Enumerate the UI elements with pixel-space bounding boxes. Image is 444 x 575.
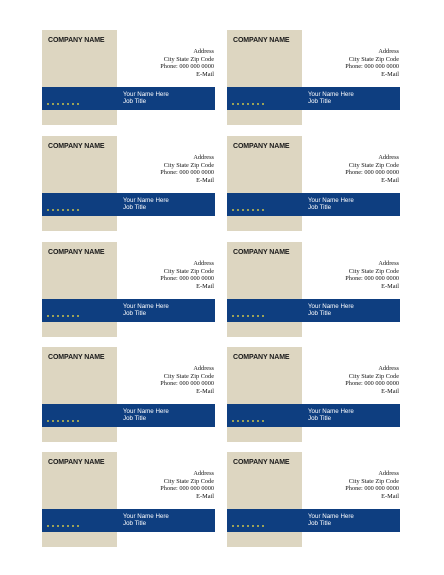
phone-line: Phone: 000 000 0000: [345, 169, 399, 177]
decorative-dot: [232, 420, 234, 422]
job-title: Job Title: [123, 204, 147, 212]
dot-row-decoration: [232, 209, 264, 211]
dot-row-decoration: [232, 525, 264, 527]
contact-block: [160, 470, 214, 500]
business-card: [227, 136, 400, 231]
city-line: City State Zip Code: [163, 477, 214, 485]
decorative-dot: [262, 315, 264, 317]
decorative-dot: [47, 209, 49, 211]
decorative-dot: [77, 209, 79, 211]
decorative-dot: [247, 209, 249, 211]
blue-band: [42, 404, 215, 427]
card-tan-panel: [42, 242, 117, 337]
address-line: Address: [378, 365, 399, 372]
person-block: [123, 197, 169, 212]
contact-block: [160, 48, 214, 78]
person-block: [123, 303, 169, 318]
job-title: Job Title: [308, 520, 332, 528]
decorative-dot: [242, 103, 244, 105]
business-card: [227, 347, 400, 442]
contact-block: [160, 260, 214, 290]
company-name: COMPANY NAME: [48, 459, 105, 466]
person-name: Your Name Here: [308, 408, 354, 415]
job-title: Job Title: [123, 415, 147, 423]
job-title: Job Title: [123, 520, 147, 528]
person-name: Your Name Here: [123, 513, 169, 520]
person-name: Your Name Here: [308, 91, 354, 98]
city-line: City State Zip Code: [348, 267, 399, 275]
email-line: E-Mail: [381, 282, 399, 290]
job-title: Job Title: [308, 310, 332, 318]
company-name: COMPANY NAME: [233, 354, 290, 361]
decorative-dot: [257, 103, 259, 105]
dot-row-decoration: [232, 103, 264, 105]
decorative-dot: [232, 525, 234, 527]
decorative-dot: [62, 103, 64, 105]
decorative-dot: [247, 525, 249, 527]
phone-line: Phone: 000 000 0000: [160, 380, 214, 388]
email-line: E-Mail: [381, 70, 399, 78]
decorative-dot: [237, 315, 239, 317]
business-card: [42, 452, 215, 547]
email-line: E-Mail: [381, 387, 399, 395]
person-block: [308, 408, 354, 423]
decorative-dot: [262, 209, 264, 211]
decorative-dot: [237, 420, 239, 422]
person-name: Your Name Here: [123, 91, 169, 98]
company-name: COMPANY NAME: [233, 249, 290, 256]
person-name: Your Name Here: [308, 513, 354, 520]
decorative-dot: [77, 525, 79, 527]
contact-block: [345, 48, 399, 78]
decorative-dot: [67, 103, 69, 105]
decorative-dot: [72, 103, 74, 105]
decorative-dot: [237, 103, 239, 105]
address-line: Address: [378, 470, 399, 477]
business-card: [42, 242, 215, 337]
email-line: E-Mail: [196, 282, 214, 290]
decorative-dot: [257, 420, 259, 422]
city-line: City State Zip Code: [348, 477, 399, 485]
decorative-dot: [47, 315, 49, 317]
city-line: City State Zip Code: [163, 372, 214, 380]
decorative-dot: [72, 525, 74, 527]
decorative-dot: [62, 420, 64, 422]
dot-row-decoration: [47, 525, 79, 527]
contact-block: [345, 154, 399, 184]
city-line: City State Zip Code: [348, 372, 399, 380]
person-block: [308, 91, 354, 106]
person-block: [123, 513, 169, 528]
decorative-dot: [52, 525, 54, 527]
decorative-dot: [47, 525, 49, 527]
person-name: Your Name Here: [123, 303, 169, 310]
city-line: City State Zip Code: [163, 267, 214, 275]
contact-block: [345, 260, 399, 290]
blue-band: [42, 299, 215, 322]
company-name: COMPANY NAME: [48, 143, 105, 150]
decorative-dot: [57, 315, 59, 317]
decorative-dot: [67, 315, 69, 317]
business-card: [42, 30, 215, 125]
person-name: Your Name Here: [308, 303, 354, 310]
contact-block: [345, 470, 399, 500]
city-line: City State Zip Code: [348, 55, 399, 63]
dot-row-decoration: [47, 420, 79, 422]
decorative-dot: [57, 525, 59, 527]
decorative-dot: [252, 103, 254, 105]
blue-band: [42, 193, 215, 216]
address-line: Address: [378, 154, 399, 161]
decorative-dot: [52, 103, 54, 105]
decorative-dot: [57, 209, 59, 211]
decorative-dot: [232, 315, 234, 317]
decorative-dot: [257, 209, 259, 211]
blue-band: [227, 509, 400, 532]
person-name: Your Name Here: [123, 197, 169, 204]
decorative-dot: [67, 420, 69, 422]
email-line: E-Mail: [381, 176, 399, 184]
business-card: [42, 136, 215, 231]
card-tan-panel: [42, 347, 117, 442]
decorative-dot: [252, 209, 254, 211]
decorative-dot: [52, 209, 54, 211]
decorative-dot: [232, 209, 234, 211]
decorative-dot: [62, 525, 64, 527]
blue-band: [227, 193, 400, 216]
phone-line: Phone: 000 000 0000: [345, 485, 399, 493]
decorative-dot: [67, 525, 69, 527]
company-name: COMPANY NAME: [233, 37, 290, 44]
decorative-dot: [57, 103, 59, 105]
person-name: Your Name Here: [123, 408, 169, 415]
job-title: Job Title: [123, 98, 147, 106]
phone-line: Phone: 000 000 0000: [160, 485, 214, 493]
decorative-dot: [257, 315, 259, 317]
card-tan-panel: [42, 452, 117, 547]
decorative-dot: [52, 315, 54, 317]
company-name: COMPANY NAME: [233, 143, 290, 150]
business-card: [42, 347, 215, 442]
contact-block: [160, 365, 214, 395]
job-title: Job Title: [123, 310, 147, 318]
business-card: [227, 30, 400, 125]
email-line: E-Mail: [196, 176, 214, 184]
decorative-dot: [242, 315, 244, 317]
dot-row-decoration: [47, 209, 79, 211]
card-tan-panel: [227, 242, 302, 337]
card-tan-panel: [227, 347, 302, 442]
card-tan-panel: [227, 452, 302, 547]
address-line: Address: [193, 470, 214, 477]
job-title: Job Title: [308, 204, 332, 212]
business-card: [227, 452, 400, 547]
company-name: COMPANY NAME: [48, 354, 105, 361]
decorative-dot: [67, 209, 69, 211]
city-line: City State Zip Code: [348, 161, 399, 169]
decorative-dot: [262, 525, 264, 527]
decorative-dot: [237, 209, 239, 211]
person-block: [123, 408, 169, 423]
person-block: [308, 303, 354, 318]
email-line: E-Mail: [196, 70, 214, 78]
blue-band: [42, 87, 215, 110]
dot-row-decoration: [47, 103, 79, 105]
dot-row-decoration: [232, 315, 264, 317]
decorative-dot: [252, 525, 254, 527]
blue-band: [227, 299, 400, 322]
job-title: Job Title: [308, 415, 332, 423]
decorative-dot: [77, 420, 79, 422]
decorative-dot: [62, 315, 64, 317]
decorative-dot: [252, 315, 254, 317]
decorative-dot: [72, 420, 74, 422]
card-tan-panel: [42, 30, 117, 125]
decorative-dot: [237, 525, 239, 527]
company-name: COMPANY NAME: [233, 459, 290, 466]
decorative-dot: [247, 103, 249, 105]
dot-row-decoration: [47, 315, 79, 317]
address-line: Address: [378, 48, 399, 55]
card-tan-panel: [42, 136, 117, 231]
company-name: COMPANY NAME: [48, 37, 105, 44]
card-tan-panel: [227, 136, 302, 231]
decorative-dot: [77, 103, 79, 105]
decorative-dot: [262, 103, 264, 105]
email-line: E-Mail: [196, 492, 214, 500]
blue-band: [42, 509, 215, 532]
business-card: [227, 242, 400, 337]
person-block: [308, 197, 354, 212]
decorative-dot: [72, 315, 74, 317]
decorative-dot: [257, 525, 259, 527]
phone-line: Phone: 000 000 0000: [345, 275, 399, 283]
job-title: Job Title: [308, 98, 332, 106]
phone-line: Phone: 000 000 0000: [345, 63, 399, 71]
decorative-dot: [242, 525, 244, 527]
person-name: Your Name Here: [308, 197, 354, 204]
blue-band: [227, 87, 400, 110]
decorative-dot: [247, 315, 249, 317]
person-block: [123, 91, 169, 106]
phone-line: Phone: 000 000 0000: [345, 380, 399, 388]
decorative-dot: [47, 103, 49, 105]
address-line: Address: [193, 260, 214, 267]
decorative-dot: [62, 209, 64, 211]
decorative-dot: [252, 420, 254, 422]
email-line: E-Mail: [381, 492, 399, 500]
decorative-dot: [247, 420, 249, 422]
address-line: Address: [378, 260, 399, 267]
decorative-dot: [77, 315, 79, 317]
card-tan-panel: [227, 30, 302, 125]
phone-line: Phone: 000 000 0000: [160, 275, 214, 283]
phone-line: Phone: 000 000 0000: [160, 169, 214, 177]
person-block: [308, 513, 354, 528]
decorative-dot: [72, 209, 74, 211]
decorative-dot: [232, 103, 234, 105]
city-line: City State Zip Code: [163, 161, 214, 169]
company-name: COMPANY NAME: [48, 249, 105, 256]
city-line: City State Zip Code: [163, 55, 214, 63]
decorative-dot: [52, 420, 54, 422]
contact-block: [160, 154, 214, 184]
contact-block: [345, 365, 399, 395]
address-line: Address: [193, 154, 214, 161]
decorative-dot: [242, 420, 244, 422]
decorative-dot: [242, 209, 244, 211]
decorative-dot: [262, 420, 264, 422]
dot-row-decoration: [232, 420, 264, 422]
decorative-dot: [47, 420, 49, 422]
phone-line: Phone: 000 000 0000: [160, 63, 214, 71]
address-line: Address: [193, 48, 214, 55]
decorative-dot: [57, 420, 59, 422]
email-line: E-Mail: [196, 387, 214, 395]
blue-band: [227, 404, 400, 427]
address-line: Address: [193, 365, 214, 372]
